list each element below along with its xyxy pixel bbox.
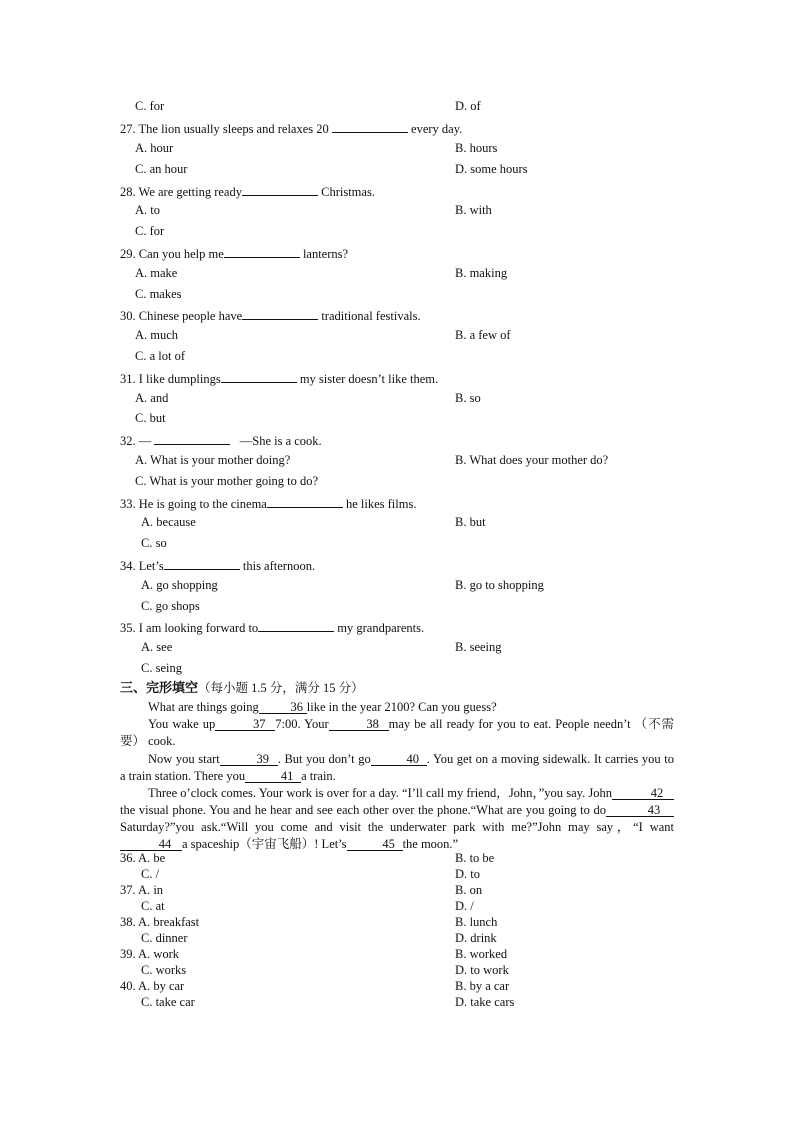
section-score: （每小题 1.5 分，满分 15 分）	[198, 681, 364, 695]
q37-option-b: B. on	[455, 883, 483, 897]
q26-option-d: D. of	[455, 99, 481, 113]
q40-option-a: 40. A. by car	[120, 979, 185, 993]
q33-option-c: C. so	[141, 536, 167, 550]
passage-text: You wake up	[148, 717, 216, 731]
section-title: 三、完形填空	[120, 681, 199, 696]
q27-option-a: A. hour	[135, 141, 174, 155]
q28-blank	[242, 184, 318, 196]
blank-36: 36	[259, 701, 307, 714]
q30-option-c: C. a lot of	[135, 349, 185, 363]
blank-44: 44	[120, 838, 182, 851]
q27-stem-post: every day.	[411, 122, 463, 136]
q35-stem-pre: 35. I am looking forward to	[120, 621, 259, 635]
q36-option-d: D. to	[455, 867, 480, 881]
passage-text: Saturday?”you ask.“Will you come and visit the underwater park with me?”John may say，“I want	[120, 820, 674, 834]
q26-option-c: C. for	[135, 99, 165, 113]
q32-stem	[120, 433, 322, 448]
passage-text: the visual phone. You and he hear and see each other over the phone.“What are you going to do	[120, 803, 606, 817]
passage-paragraph-1	[120, 699, 674, 716]
q28-stem-pre: 28. We are getting ready	[120, 185, 242, 199]
q32-stem-pre: 32. —	[120, 434, 152, 448]
blank-42: 42	[612, 787, 674, 800]
q27-stem	[120, 121, 462, 136]
q33-stem	[120, 496, 416, 511]
q31-stem-post: my sister doesn’t like them.	[299, 372, 439, 386]
blank-40: 40	[371, 753, 427, 766]
section-heading	[120, 682, 364, 695]
q39-option-a: 39. A. work	[120, 947, 180, 961]
q35-option-a: A. see	[141, 640, 173, 654]
q35-stem	[120, 620, 424, 635]
q37-option-d: D. /	[455, 899, 474, 913]
q30-blank	[242, 308, 318, 320]
q35-stem-post: my grandparents.	[337, 621, 425, 635]
q37-option-c: C. at	[141, 899, 165, 913]
q31-option-b: B. so	[455, 391, 481, 405]
passage-paragraph-4	[120, 785, 674, 853]
blank-45: 45	[347, 838, 403, 851]
q28-option-c: C. for	[135, 224, 165, 238]
q40-option-c: C. take car	[141, 995, 195, 1009]
q30-option-b: B. a few of	[455, 328, 511, 342]
passage-text: Now you start	[148, 752, 220, 766]
q29-blank	[224, 246, 300, 258]
blank-43: 43	[606, 804, 674, 817]
passage-text: like in the year 2100? Can you guess?	[306, 700, 497, 714]
q29-stem-post: lanterns?	[302, 247, 349, 261]
q33-option-b: B. but	[455, 515, 486, 529]
passage-text: may be all ready for you to eat. People needn’t （不需要） cook.	[120, 717, 675, 748]
q35-option-b: B. seeing	[455, 640, 502, 654]
q28-option-a: A. to	[135, 203, 160, 217]
q33-option-a: A. because	[141, 515, 196, 529]
q28-option-b: B. with	[455, 203, 492, 217]
q27-option-d: D. some hours	[455, 162, 528, 176]
blank-38: 38	[329, 718, 389, 731]
q39-option-b: B. worked	[455, 947, 508, 961]
q32-option-c: C. What is your mother going to do?	[135, 474, 319, 488]
q38-option-c: C. dinner	[141, 931, 188, 945]
passage-text: . You get on a moving sidewalk. It carries you to a train station. There you	[120, 752, 674, 783]
blank-39: 39	[220, 753, 278, 766]
q28-stem	[120, 184, 375, 199]
q30-stem-pre: 30. Chinese people have	[120, 309, 243, 323]
q34-stem-pre: 34. Let’s	[120, 559, 164, 573]
q27-blank	[332, 121, 408, 133]
q34-option-b: B. go to shopping	[455, 578, 544, 592]
q34-blank	[164, 558, 240, 570]
q29-option-a: A. make	[135, 266, 178, 280]
q31-option-a: A. and	[135, 391, 169, 405]
q31-stem	[120, 371, 438, 386]
q37-option-a: 37. A. in	[120, 883, 164, 897]
q38-option-d: D. drink	[455, 931, 497, 945]
passage-text: . But you don’t go	[277, 752, 371, 766]
q27-stem-pre: 27. The lion usually sleeps and relaxes 20	[120, 122, 329, 136]
passage-text: the moon.”	[402, 837, 459, 851]
blank-41: 41	[245, 770, 301, 783]
q30-option-a: A. much	[135, 328, 179, 342]
q38-option-b: B. lunch	[455, 915, 498, 929]
q40-option-b: B. by a car	[455, 979, 510, 993]
q29-stem	[120, 246, 348, 261]
q29-option-b: B. making	[455, 266, 508, 280]
passage-text: a train.	[301, 769, 336, 783]
q33-blank	[267, 496, 343, 508]
q36-option-c: C. /	[141, 867, 160, 881]
q36-option-b: B. to be	[455, 851, 495, 865]
q32-blank	[154, 433, 230, 445]
q35-blank	[258, 620, 334, 632]
q27-option-c: C. an hour	[135, 162, 188, 176]
q40-option-d: D. take cars	[455, 995, 515, 1009]
q27-option-b: B. hours	[455, 141, 498, 155]
q31-option-c: C. but	[135, 411, 166, 425]
q35-option-c: C. seing	[141, 661, 182, 675]
q34-option-c: C. go shops	[141, 599, 200, 613]
q29-stem-pre: 29. Can you help me	[120, 247, 224, 261]
q39-option-c: C. works	[141, 963, 187, 977]
passage-text: What are things going	[148, 700, 259, 714]
q34-option-a: A. go shopping	[141, 578, 218, 592]
q32-stem-post: —She is a cook.	[239, 434, 322, 448]
q32-option-a: A. What is your mother doing?	[135, 453, 291, 467]
q28-stem-post: Christmas.	[321, 185, 375, 199]
blank-37: 37	[215, 718, 275, 731]
passage-text: Three o’clock comes. Your work is over for a day. “I’ll call my friend，John，”you say. John	[148, 786, 612, 800]
q33-stem-post: he likes films.	[345, 497, 417, 511]
q38-option-a: 38. A. breakfast	[120, 915, 200, 929]
q31-blank	[221, 371, 297, 383]
q30-stem	[120, 308, 421, 323]
q39-option-d: D. to work	[455, 963, 509, 977]
q29-option-c: C. makes	[135, 287, 182, 301]
q33-stem-pre: 33. He is going to the cinema	[120, 497, 267, 511]
passage-text: a spaceship（宇宙飞船）! Let’s	[182, 837, 347, 851]
q34-stem-post: this afternoon.	[242, 559, 316, 573]
q34-stem	[120, 558, 315, 573]
q30-stem-post: traditional festivals.	[321, 309, 421, 323]
passage-text: 7:00. Your	[275, 717, 329, 731]
q36-option-a: 36. A. be	[120, 851, 166, 865]
passage-paragraph-2	[120, 716, 674, 750]
passage-paragraph-3	[120, 751, 674, 785]
q31-stem-pre: 31. I like dumplings	[120, 372, 221, 386]
q32-option-b: B. What does your mother do?	[455, 453, 609, 467]
